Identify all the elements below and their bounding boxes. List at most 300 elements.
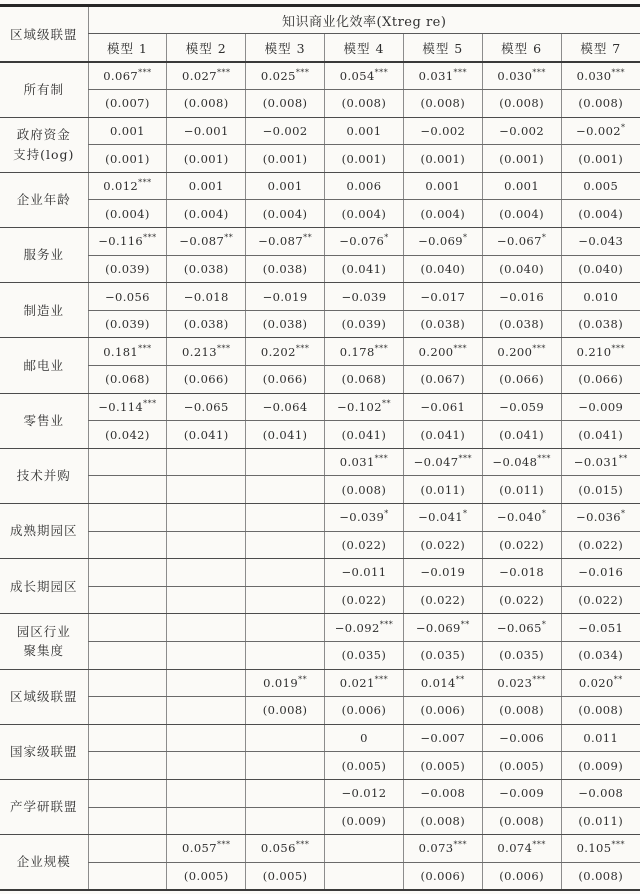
coefficient-cell	[167, 448, 246, 476]
row-label	[0, 614, 88, 669]
coefficient-cell	[246, 448, 325, 476]
standard-error-cell: (0.011)	[403, 476, 482, 504]
coefficient-cell: −0.064	[246, 393, 325, 421]
standard-error-cell: (0.004)	[325, 200, 404, 228]
significance-stars: **	[613, 675, 623, 685]
coefficient-cell: −0.011	[325, 559, 404, 587]
significance-stars: ***	[453, 840, 468, 850]
coefficient-cell	[88, 835, 167, 863]
row-label-line: 聚集度	[23, 643, 64, 659]
significance-stars: ***	[374, 454, 389, 464]
standard-error-cell: (0.008)	[561, 697, 640, 725]
significance-stars: ***	[611, 68, 625, 78]
model-header: 模型 5	[403, 34, 482, 63]
coefficient-cell: 0.200***	[403, 338, 482, 366]
standard-error-cell: (0.008)	[167, 90, 246, 118]
row-label-line: 支持(log)	[13, 146, 75, 162]
standard-error-cell: (0.001)	[325, 145, 404, 173]
standard-error-cell: (0.004)	[167, 200, 246, 228]
significance-stars: ***	[532, 675, 546, 685]
coefficient-cell	[88, 779, 167, 807]
significance-stars: ***	[453, 343, 468, 353]
standard-error-cell: (0.034)	[561, 641, 640, 669]
coefficient-cell: −0.002	[246, 117, 325, 145]
coefficient-cell	[246, 614, 325, 642]
coefficient-cell: 0.025***	[246, 62, 325, 90]
standard-error-cell: (0.005)	[482, 752, 561, 780]
standard-error-cell	[167, 697, 246, 725]
coefficient-cell: −0.007	[403, 724, 482, 752]
coefficient-cell: 0.178***	[325, 338, 404, 366]
coefficient-cell: −0.065*	[482, 614, 561, 642]
coefficient-cell: 0.213***	[167, 338, 246, 366]
standard-error-row	[0, 862, 640, 890]
header-row-models	[0, 34, 640, 63]
standard-error-cell	[88, 697, 167, 725]
row-label-line: 企业规模	[16, 854, 71, 870]
row-label	[0, 835, 88, 890]
coefficient-cell: 0.006	[325, 172, 404, 200]
standard-error-cell: (0.041)	[167, 421, 246, 449]
row-label	[0, 559, 88, 614]
significance-stars: *	[384, 233, 389, 243]
standard-error-cell: (0.008)	[482, 90, 561, 118]
row-label-line: 国家级联盟	[9, 744, 78, 760]
standard-error-cell: (0.004)	[246, 200, 325, 228]
standard-error-row	[0, 421, 640, 449]
standard-error-cell: (0.005)	[167, 862, 246, 890]
coefficient-cell: 0.200***	[482, 338, 561, 366]
header-row-title	[0, 6, 640, 34]
standard-error-cell: (0.006)	[403, 697, 482, 725]
standard-error-cell: (0.038)	[482, 310, 561, 338]
coefficient-row	[0, 117, 640, 145]
coefficient-row	[0, 283, 640, 311]
coefficient-cell: −0.102**	[325, 393, 404, 421]
standard-error-cell: (0.022)	[325, 531, 404, 559]
coefficient-row	[0, 614, 640, 642]
significance-stars: **	[460, 619, 470, 629]
coefficient-cell: 0.202***	[246, 338, 325, 366]
standard-error-cell: (0.038)	[561, 310, 640, 338]
significance-stars: **	[303, 233, 313, 243]
coefficient-cell: −0.008	[561, 779, 640, 807]
row-label	[0, 393, 88, 448]
standard-error-cell	[88, 752, 167, 780]
standard-error-cell: (0.011)	[482, 476, 561, 504]
significance-stars: ***	[374, 675, 389, 685]
coefficient-cell: 0.031***	[403, 62, 482, 90]
standard-error-cell	[88, 807, 167, 835]
regression-results-table	[0, 4, 640, 891]
standard-error-cell: (0.015)	[561, 476, 640, 504]
model-header: 模型 1	[88, 34, 167, 63]
coefficient-row	[0, 724, 640, 752]
standard-error-row	[0, 807, 640, 835]
standard-error-cell: (0.008)	[403, 807, 482, 835]
row-label-line: 企业年龄	[16, 192, 71, 208]
row-label	[0, 669, 88, 724]
coefficient-cell: 0.056***	[246, 835, 325, 863]
model-header: 模型 2	[167, 34, 246, 63]
standard-error-cell: (0.008)	[325, 90, 404, 118]
significance-stars: ***	[532, 68, 546, 78]
coefficient-cell	[88, 669, 167, 697]
standard-error-cell: (0.039)	[88, 255, 167, 283]
standard-error-row	[0, 641, 640, 669]
standard-error-cell	[167, 641, 246, 669]
standard-error-cell: (0.007)	[88, 90, 167, 118]
standard-error-cell	[246, 641, 325, 669]
standard-error-cell	[167, 752, 246, 780]
significance-stars: ***	[143, 399, 157, 409]
coefficient-cell: −0.016	[482, 283, 561, 311]
standard-error-row	[0, 90, 640, 118]
standard-error-cell: (0.041)	[403, 421, 482, 449]
row-label	[0, 338, 88, 393]
model-header: 模型 4	[325, 34, 404, 63]
standard-error-row	[0, 697, 640, 725]
standard-error-cell: (0.041)	[482, 421, 561, 449]
standard-error-cell: (0.038)	[246, 255, 325, 283]
significance-stars: *	[621, 123, 626, 133]
standard-error-cell	[246, 586, 325, 614]
standard-error-cell: (0.022)	[561, 586, 640, 614]
standard-error-cell: (0.001)	[88, 145, 167, 173]
standard-error-cell: (0.066)	[561, 366, 640, 394]
standard-error-row	[0, 255, 640, 283]
standard-error-cell: (0.066)	[482, 366, 561, 394]
coefficient-cell: −0.001	[167, 117, 246, 145]
row-label	[0, 62, 88, 117]
coefficient-cell: 0.014**	[403, 669, 482, 697]
significance-stars: ***	[138, 178, 152, 188]
coefficient-cell: 0.001	[325, 117, 404, 145]
significance-stars: *	[384, 509, 389, 519]
standard-error-cell	[88, 641, 167, 669]
coefficient-row	[0, 779, 640, 807]
standard-error-cell: (0.009)	[325, 807, 404, 835]
row-label-line: 所有制	[23, 82, 64, 98]
coefficient-cell: −0.036*	[561, 504, 640, 532]
significance-stars: ***	[374, 343, 389, 353]
coefficient-cell: 0.011	[561, 724, 640, 752]
standard-error-cell: (0.004)	[403, 200, 482, 228]
model-header: 模型 6	[482, 34, 561, 63]
coefficient-cell: 0.030***	[482, 62, 561, 90]
standard-error-cell: (0.039)	[88, 310, 167, 338]
standard-error-cell: (0.008)	[246, 90, 325, 118]
standard-error-cell: (0.068)	[88, 366, 167, 394]
coefficient-cell: 0.001	[246, 172, 325, 200]
coefficient-cell	[246, 559, 325, 587]
standard-error-row	[0, 752, 640, 780]
significance-stars: **	[381, 399, 391, 409]
standard-error-cell: (0.008)	[561, 90, 640, 118]
standard-error-cell: (0.035)	[482, 641, 561, 669]
table-body	[0, 62, 640, 890]
coefficient-cell	[167, 614, 246, 642]
coefficient-cell: 0.181***	[88, 338, 167, 366]
standard-error-cell	[167, 531, 246, 559]
table-title: 知识商业化效率(Xtreg re)	[88, 6, 640, 34]
significance-stars: ***	[537, 454, 551, 464]
coefficient-row	[0, 338, 640, 366]
standard-error-cell: (0.040)	[403, 255, 482, 283]
coefficient-cell: −0.069**	[403, 614, 482, 642]
coefficient-cell: 0.001	[482, 172, 561, 200]
significance-stars: ***	[138, 68, 152, 78]
coefficient-cell: 0.027***	[167, 62, 246, 90]
row-label	[0, 228, 88, 283]
significance-stars: ***	[453, 68, 468, 78]
coefficient-cell: −0.047***	[403, 448, 482, 476]
standard-error-cell: (0.008)	[561, 862, 640, 890]
standard-error-cell: (0.001)	[482, 145, 561, 173]
significance-stars: ***	[216, 840, 231, 850]
coefficient-row	[0, 228, 640, 256]
standard-error-cell: (0.022)	[561, 531, 640, 559]
standard-error-row	[0, 531, 640, 559]
significance-stars: *	[541, 509, 547, 519]
significance-stars: *	[541, 233, 547, 243]
significance-stars: *	[463, 509, 468, 519]
standard-error-cell: (0.009)	[561, 752, 640, 780]
row-label-line: 区域级联盟	[9, 688, 78, 704]
standard-error-cell: (0.001)	[167, 145, 246, 173]
significance-stars: ***	[532, 343, 546, 353]
standard-error-cell: (0.022)	[325, 586, 404, 614]
significance-stars: ***	[611, 840, 625, 850]
standard-error-row	[0, 145, 640, 173]
coefficient-cell: 0.210***	[561, 338, 640, 366]
coefficient-cell: 0.067***	[88, 62, 167, 90]
standard-error-cell: (0.008)	[482, 697, 561, 725]
coefficient-cell: −0.087**	[167, 228, 246, 256]
standard-error-cell: (0.022)	[403, 531, 482, 559]
significance-stars: *	[463, 233, 468, 243]
standard-error-cell: (0.006)	[403, 862, 482, 890]
significance-stars: **	[618, 454, 628, 464]
coefficient-cell: −0.069*	[403, 228, 482, 256]
coefficient-cell	[246, 779, 325, 807]
model-header: 模型 7	[561, 34, 640, 63]
significance-stars: ***	[295, 68, 310, 78]
coefficient-cell: −0.114***	[88, 393, 167, 421]
coefficient-cell: 0.021***	[325, 669, 404, 697]
standard-error-cell: (0.001)	[246, 145, 325, 173]
coefficient-cell: −0.039*	[325, 504, 404, 532]
standard-error-cell: (0.038)	[246, 310, 325, 338]
coefficient-cell: −0.061	[403, 393, 482, 421]
coefficient-cell: −0.019	[403, 559, 482, 587]
coefficient-cell: 0.019**	[246, 669, 325, 697]
significance-stars: ***	[458, 454, 473, 464]
significance-stars: ***	[143, 233, 157, 243]
standard-error-cell: (0.041)	[246, 421, 325, 449]
coefficient-cell: −0.002*	[561, 117, 640, 145]
standard-error-cell	[88, 476, 167, 504]
standard-error-cell: (0.004)	[482, 200, 561, 228]
coefficient-cell: −0.040*	[482, 504, 561, 532]
coefficient-row	[0, 504, 640, 532]
standard-error-cell: (0.038)	[167, 310, 246, 338]
standard-error-cell: (0.006)	[325, 697, 404, 725]
coefficient-row	[0, 62, 640, 90]
coefficient-cell: 0.073***	[403, 835, 482, 863]
coefficient-cell: −0.116***	[88, 228, 167, 256]
row-label-line: 邮电业	[23, 357, 64, 373]
row-label	[0, 724, 88, 779]
coefficient-cell: 0.030***	[561, 62, 640, 90]
coefficient-cell: −0.018	[482, 559, 561, 587]
standard-error-cell: (0.005)	[246, 862, 325, 890]
coefficient-cell: 0.031***	[325, 448, 404, 476]
coefficient-cell: 0.001	[167, 172, 246, 200]
coefficient-cell: −0.076*	[325, 228, 404, 256]
coefficient-cell: 0.074***	[482, 835, 561, 863]
coefficient-cell: −0.065	[167, 393, 246, 421]
significance-stars: **	[224, 233, 234, 243]
standard-error-cell	[88, 586, 167, 614]
coefficient-cell: −0.039	[325, 283, 404, 311]
standard-error-cell: (0.004)	[88, 200, 167, 228]
significance-stars: *	[541, 619, 547, 629]
standard-error-cell: (0.005)	[325, 752, 404, 780]
standard-error-cell: (0.035)	[325, 641, 404, 669]
coefficient-row	[0, 835, 640, 863]
standard-error-cell: (0.067)	[403, 366, 482, 394]
standard-error-row	[0, 366, 640, 394]
coefficient-row	[0, 559, 640, 587]
coefficient-cell	[167, 724, 246, 752]
standard-error-cell: (0.042)	[88, 421, 167, 449]
coefficient-cell: 0.001	[403, 172, 482, 200]
coefficient-row	[0, 669, 640, 697]
significance-stars: **	[455, 675, 465, 685]
row-label	[0, 117, 88, 172]
standard-error-cell: (0.038)	[403, 310, 482, 338]
standard-error-cell: (0.068)	[325, 366, 404, 394]
coefficient-cell: 0.057***	[167, 835, 246, 863]
coefficient-cell	[88, 614, 167, 642]
standard-error-cell: (0.022)	[403, 586, 482, 614]
row-label-line: 制造业	[23, 302, 64, 318]
coefficient-cell: −0.048***	[482, 448, 561, 476]
coefficient-cell: 0.105***	[561, 835, 640, 863]
coefficient-cell: −0.012	[325, 779, 404, 807]
standard-error-cell: (0.022)	[482, 531, 561, 559]
coefficient-cell: 0.012***	[88, 172, 167, 200]
standard-error-cell: (0.008)	[482, 807, 561, 835]
standard-error-row	[0, 586, 640, 614]
coefficient-cell	[246, 724, 325, 752]
coefficient-cell: −0.031**	[561, 448, 640, 476]
row-label	[0, 172, 88, 227]
coefficient-cell: −0.051	[561, 614, 640, 642]
coefficient-cell: −0.092***	[325, 614, 404, 642]
standard-error-cell: (0.066)	[167, 366, 246, 394]
standard-error-cell: (0.022)	[482, 586, 561, 614]
standard-error-cell: (0.038)	[167, 255, 246, 283]
coefficient-cell: −0.018	[167, 283, 246, 311]
coefficient-cell	[325, 835, 404, 863]
coefficient-cell: −0.059	[482, 393, 561, 421]
standard-error-cell	[167, 807, 246, 835]
coefficient-cell: 0.023***	[482, 669, 561, 697]
standard-error-row	[0, 310, 640, 338]
standard-error-cell: (0.001)	[403, 145, 482, 173]
significance-stars: *	[621, 509, 626, 519]
coefficient-cell: 0.054***	[325, 62, 404, 90]
significance-stars: **	[298, 675, 308, 685]
coefficient-cell: 0.001	[88, 117, 167, 145]
coefficient-row	[0, 172, 640, 200]
row-label-line: 产学研联盟	[9, 799, 78, 815]
standard-error-cell	[167, 586, 246, 614]
standard-error-cell: (0.008)	[246, 697, 325, 725]
standard-error-cell: (0.040)	[482, 255, 561, 283]
coefficient-cell: −0.009	[482, 779, 561, 807]
standard-error-row	[0, 200, 640, 228]
coefficient-cell	[88, 448, 167, 476]
standard-error-cell	[88, 531, 167, 559]
coefficient-cell: −0.006	[482, 724, 561, 752]
standard-error-row	[0, 476, 640, 504]
standard-error-cell: (0.039)	[325, 310, 404, 338]
standard-error-cell: (0.008)	[325, 476, 404, 504]
coefficient-cell: −0.009	[561, 393, 640, 421]
significance-stars: ***	[295, 840, 310, 850]
corner-label: 区域级联盟	[0, 6, 88, 63]
significance-stars: ***	[138, 343, 152, 353]
standard-error-cell	[246, 752, 325, 780]
coefficient-cell: −0.008	[403, 779, 482, 807]
coefficient-cell	[167, 779, 246, 807]
coefficient-cell	[167, 559, 246, 587]
significance-stars: ***	[374, 68, 389, 78]
coefficient-cell	[167, 669, 246, 697]
significance-stars: ***	[379, 619, 394, 629]
standard-error-cell: (0.008)	[403, 90, 482, 118]
standard-error-cell	[246, 476, 325, 504]
standard-error-cell: (0.041)	[325, 255, 404, 283]
significance-stars: ***	[216, 68, 231, 78]
standard-error-cell: (0.035)	[403, 641, 482, 669]
standard-error-cell: (0.005)	[403, 752, 482, 780]
standard-error-cell: (0.004)	[561, 200, 640, 228]
coefficient-cell: 0.005	[561, 172, 640, 200]
row-label	[0, 779, 88, 834]
row-label-line: 园区行业	[16, 624, 71, 640]
standard-error-cell	[325, 862, 404, 890]
coefficient-cell: −0.087**	[246, 228, 325, 256]
row-label-line: 成熟期园区	[9, 523, 78, 539]
standard-error-cell: (0.041)	[561, 421, 640, 449]
coefficient-cell: −0.016	[561, 559, 640, 587]
significance-stars: ***	[295, 343, 310, 353]
coefficient-cell: 0.020**	[561, 669, 640, 697]
standard-error-cell	[88, 862, 167, 890]
coefficient-cell: −0.041*	[403, 504, 482, 532]
row-label-line: 服务业	[23, 247, 64, 263]
coefficient-cell: −0.017	[403, 283, 482, 311]
coefficient-cell: −0.067*	[482, 228, 561, 256]
significance-stars: ***	[216, 343, 231, 353]
coefficient-cell	[88, 504, 167, 532]
standard-error-cell: (0.041)	[325, 421, 404, 449]
significance-stars: ***	[532, 840, 546, 850]
